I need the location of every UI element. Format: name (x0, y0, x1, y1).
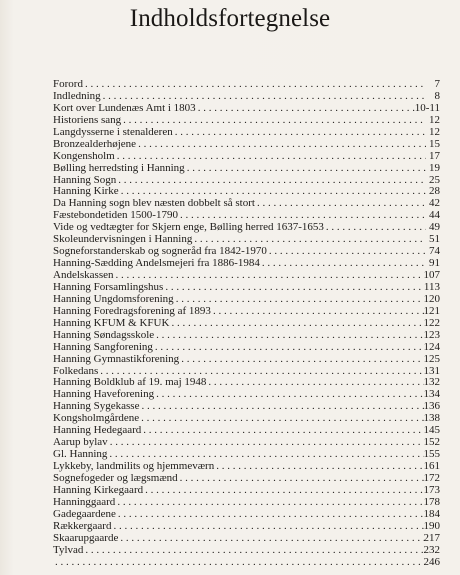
toc-entry-page-number: 107 (423, 269, 440, 281)
toc-leader-dots (116, 175, 426, 187)
toc-leader-dots (260, 258, 426, 270)
toc-entry (53, 163, 440, 175)
toc-leader-dots (173, 127, 426, 139)
toc-entry-title: Hanning Foredragsforening af 1893 (53, 304, 211, 317)
toc-entry-page-number: 138 (423, 412, 440, 425)
toc-entry-page-number: 17 (429, 149, 440, 162)
toc-entry-title: Gl. Hanning (53, 448, 108, 461)
toc-entry-page-number: 19 (429, 161, 440, 174)
toc-entry-page-number: 134 (423, 388, 440, 401)
toc-leader-dots (136, 139, 426, 151)
toc-entry-title: Lykkeby, landmilits og hjemmeværn (53, 460, 215, 472)
toc-entry (53, 497, 440, 509)
toc-entry (53, 354, 440, 366)
toc-entry-page-number: 246 (423, 555, 440, 568)
toc-leader-dots (169, 318, 423, 330)
toc-leader-dots (154, 389, 423, 401)
toc-entry-page-number: 125 (423, 352, 440, 365)
toc-leader-dots (116, 509, 424, 521)
toc-entry-page-number: 136 (423, 400, 440, 413)
toc-entry (53, 330, 440, 342)
toc-entry-title: Skaarupgaarde (53, 531, 119, 544)
toc-leader-dots (324, 222, 426, 234)
toc-entry-title: Hanning Boldklub af 19. maj 1948 (53, 376, 207, 389)
toc-leader-dots (108, 437, 424, 449)
toc-entry (53, 425, 440, 437)
toc-entry-page-number: 184 (423, 507, 440, 520)
toc-leader-dots (178, 473, 424, 485)
toc-entry-page-number: 12 (429, 113, 440, 126)
toc-entry-page-number: 121 (423, 304, 440, 317)
toc-entry-page-number: 132 (423, 376, 440, 389)
toc-entry-page-number: 28 (429, 185, 440, 198)
toc-entry-title: Indledning (53, 89, 101, 102)
toc-leader-dots (174, 294, 424, 306)
toc-leader-dots (163, 282, 424, 294)
toc-entry (53, 437, 440, 449)
toc-entry-title: Kort over Lundenæs Amt i 1803 (53, 101, 196, 114)
table-of-contents (53, 79, 440, 568)
toc-leader-dots (206, 377, 423, 389)
toc-entry-page-number: 122 (423, 316, 440, 329)
toc-entry-title: Vide og vedtægter for Skjern enge, Bølling herred 1637-1653 (53, 221, 324, 234)
toc-entry-page-number: 120 (423, 292, 440, 305)
toc-entry-page-number: 124 (423, 340, 440, 353)
toc-entry-page-number: 25 (429, 173, 440, 186)
toc-entry-title: Tylvad (53, 543, 84, 556)
toc-entry-page-number: 152 (423, 436, 440, 449)
toc-entry-title: Da Hanning sogn blev næsten dobbelt så stort (53, 197, 255, 210)
toc-entry-page-number: 42 (429, 197, 440, 210)
toc-entry (53, 151, 440, 163)
toc-entry-title: Andelskassen (53, 269, 114, 281)
toc-leader-dots (179, 354, 423, 366)
toc-entry (53, 127, 440, 139)
toc-entry-title: Hanning Sygekasse (53, 400, 140, 413)
toc-leader-dots (53, 557, 424, 569)
toc-entry-title: Kongensholm (53, 149, 115, 162)
toc-entry-page-number: 155 (423, 448, 440, 461)
toc-entry (53, 557, 440, 569)
toc-entry-title: Hanning Kirke (53, 185, 119, 198)
toc-entry (53, 342, 440, 354)
toc-leader-dots (185, 163, 426, 175)
toc-entry-title: Skoleundervisningen i Hanning (53, 233, 193, 246)
toc-entry-page-number: 91 (429, 257, 440, 270)
toc-leader-dots (115, 151, 426, 163)
toc-entry-title: Hanning Sangforening (53, 340, 153, 353)
toc-entry-page-number: 51 (429, 233, 440, 246)
toc-entry (53, 115, 440, 127)
toc-leader-dots (115, 497, 423, 509)
toc-entry-title: Hanninggaard (53, 495, 116, 508)
toc-leader-dots (83, 545, 423, 557)
toc-entry (53, 306, 440, 318)
toc-entry-title: Fæstebondetiden 1500-1790 (53, 209, 178, 222)
toc-entry-page-number: 190 (423, 519, 440, 532)
toc-entry-title: Bølling herredsting i Hanning (53, 161, 185, 174)
toc-leader-dots (154, 330, 423, 342)
toc-entry-page-number: 8 (434, 89, 440, 102)
toc-entry-title: Forord (53, 78, 83, 90)
toc-leader-dots (111, 521, 423, 533)
toc-entry-title: Hanning Hedegaard (53, 424, 142, 437)
toc-entry-page-number: 217 (423, 531, 440, 544)
toc-entry (53, 318, 440, 330)
toc-entry-title: Hanning Forsamlingshus (53, 280, 164, 293)
toc-leader-dots (267, 246, 426, 258)
toc-entry-title: Hanning KFUM & KFUK (53, 316, 170, 329)
toc-entry (53, 509, 440, 521)
toc-leader-dots (139, 413, 423, 425)
toc-leader-dots (83, 79, 426, 91)
toc-entry-page-number: 178 (423, 495, 440, 508)
toc-entry-page-number: 131 (423, 364, 440, 377)
page-title: Indholdsfortegnelse (129, 5, 331, 32)
toc-entry-page-number: 145 (423, 424, 440, 437)
toc-entry-page-number: 123 (423, 328, 440, 341)
toc-entry-page-number: 172 (423, 471, 440, 484)
toc-entry (53, 533, 440, 545)
toc-entry-page-number: 15 (429, 137, 440, 150)
toc-entry (53, 139, 440, 151)
toc-entry-page-number: 44 (429, 209, 440, 222)
toc-entry-title: Hanning Ungdomsforening (53, 292, 174, 305)
toc-entry-title: Hanning Kirkegaard (53, 483, 144, 496)
toc-entry (53, 79, 440, 91)
toc-leader-dots (118, 533, 423, 545)
toc-leader-dots (196, 103, 415, 115)
toc-entry-title: Kongsholmgårdene (53, 412, 140, 425)
toc-entry-title: Rækkergaard (53, 519, 112, 532)
toc-entry-page-number: 12 (429, 125, 440, 138)
toc-entry-title: Bronzealderhøjene (53, 137, 137, 150)
toc-entry-page-number: 173 (423, 483, 440, 496)
toc-leader-dots (139, 401, 423, 413)
toc-leader-dots (153, 342, 424, 354)
toc-entry (53, 521, 440, 533)
toc-entry-title: Hanning Haveforening (53, 388, 155, 401)
toc-entry-page-number: 49 (429, 221, 440, 234)
toc-entry-title: Folkedans (53, 364, 99, 377)
toc-leader-dots (143, 485, 423, 497)
toc-entry-page-number: 161 (423, 460, 440, 472)
toc-entry-title: Gadegaardene (53, 507, 116, 520)
toc-entry-title: Hanning Søndagsskole (53, 328, 155, 341)
toc-entry-title: Hanning-Sædding Andelsmejeri fra 1886-1984 (53, 257, 260, 270)
toc-entry-title: Hanning Sogn (53, 173, 117, 186)
toc-entry-title: Sogneforstanderskab og sogneråd fra 1842-1970 (53, 245, 267, 258)
toc-leader-dots (255, 198, 426, 210)
toc-entry-page-number: 10-11 (414, 101, 440, 114)
toc-leader-dots (121, 115, 426, 127)
toc-entry-title: Langdysserne i stenalderen (53, 125, 173, 138)
toc-entry-page-number: 232 (423, 543, 440, 556)
toc-entry-title: Historiens sang (53, 113, 122, 126)
toc-entry-page-number: 113 (423, 280, 440, 293)
toc-entry-title: Sognefogeder og lægsmænd (53, 471, 178, 484)
toc-entry-page-number: 7 (434, 78, 440, 90)
toc-leader-dots (214, 461, 423, 473)
toc-entry (53, 545, 440, 557)
toc-leader-dots (211, 306, 424, 318)
toc-entry-title: Aarup bylav (53, 436, 108, 449)
toc-leader-dots (141, 425, 423, 437)
toc-entry-page-number: 74 (429, 245, 440, 258)
toc-entry-title: Hanning Gymnastikforening (53, 352, 180, 365)
